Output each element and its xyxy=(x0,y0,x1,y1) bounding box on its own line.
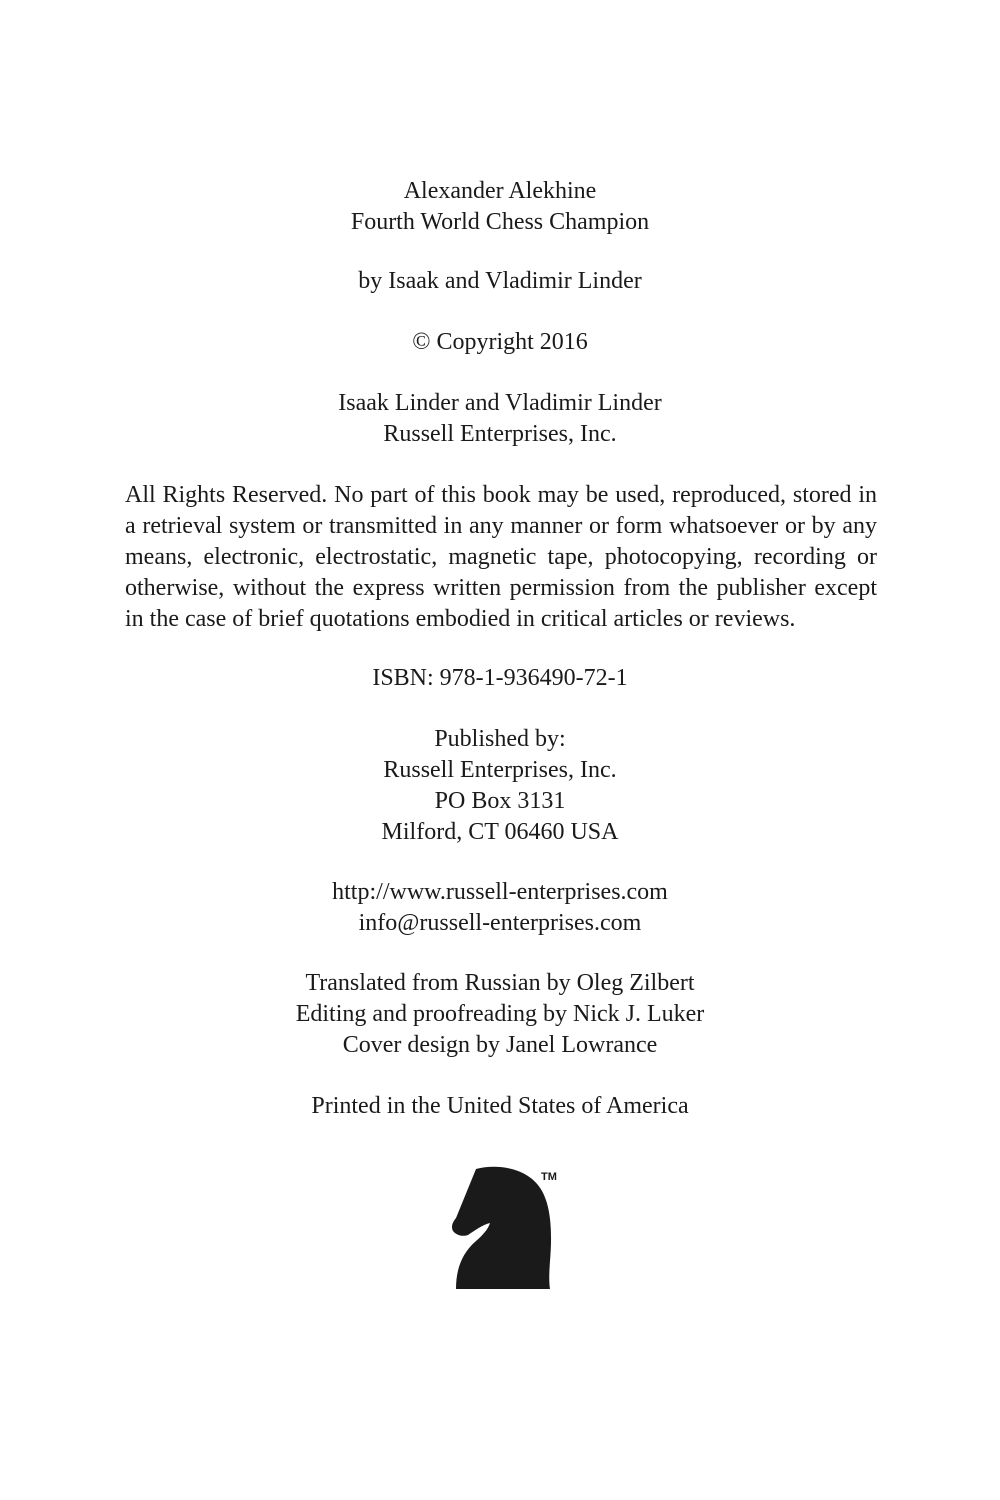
copyright-block xyxy=(0,327,1000,358)
editing-credit: Editing and proofreading by Nick J. Luker xyxy=(295,1001,705,1027)
authors-line: by Isaak and Vladimir Linder xyxy=(358,268,642,294)
translation-credit: Translated from Russian by Oleg Zilbert xyxy=(305,970,695,996)
rights-line: in the case of brief quotations embodied in critical articles or reviews. xyxy=(125,606,796,632)
copyright-notice: © Copyright 2016 xyxy=(412,329,588,355)
isbn: ISBN: 978-1-936490-72-1 xyxy=(372,665,628,691)
copyright-holders-block xyxy=(0,388,1000,450)
publisher-po-box: PO Box 3131 xyxy=(434,788,566,814)
copyright-holders: Isaak Linder and Vladimir Linder xyxy=(338,390,662,416)
publisher-name: Russell Enterprises, Inc. xyxy=(383,757,617,783)
knight-silhouette xyxy=(452,1167,551,1289)
trademark-symbol: TM xyxy=(541,1171,557,1183)
book-title: Alexander Alekhine xyxy=(403,178,597,204)
cover-credit: Cover design by Janel Lowrance xyxy=(342,1032,658,1058)
authors-block xyxy=(0,266,1000,297)
book-subtitle: Fourth World Chess Champion xyxy=(350,209,650,235)
printed-in-block xyxy=(0,1091,1000,1122)
rights-line: otherwise, without the express written permission from the publisher except xyxy=(125,575,877,601)
publisher-email: info@russell-enterprises.com xyxy=(358,910,642,936)
copyright-holder-company: Russell Enterprises, Inc. xyxy=(383,421,617,447)
publisher-contact-block xyxy=(0,877,1000,939)
isbn-block xyxy=(0,663,1000,694)
rights-line: a retrieval system or transmitted in any manner or form whatsoever or by any xyxy=(125,513,877,539)
publisher-block xyxy=(0,724,1000,848)
rights-reserved-paragraph xyxy=(125,480,877,635)
publisher-label: Published by: xyxy=(434,726,566,752)
publisher-url: http://www.russell-enterprises.com xyxy=(332,879,668,905)
rights-line: means, electronic, electrostatic, magnetic tape, photocopying, recording or xyxy=(125,544,877,570)
rights-line: All Rights Reserved. No part of this book may be used, reproduced, stored in xyxy=(125,482,877,508)
printed-in: Printed in the United States of America xyxy=(311,1093,689,1119)
chess-knight-logo-icon xyxy=(448,1165,563,1293)
publisher-city: Milford, CT 06460 USA xyxy=(381,819,619,845)
book-title-block xyxy=(0,176,1000,238)
credits-block xyxy=(0,968,1000,1061)
